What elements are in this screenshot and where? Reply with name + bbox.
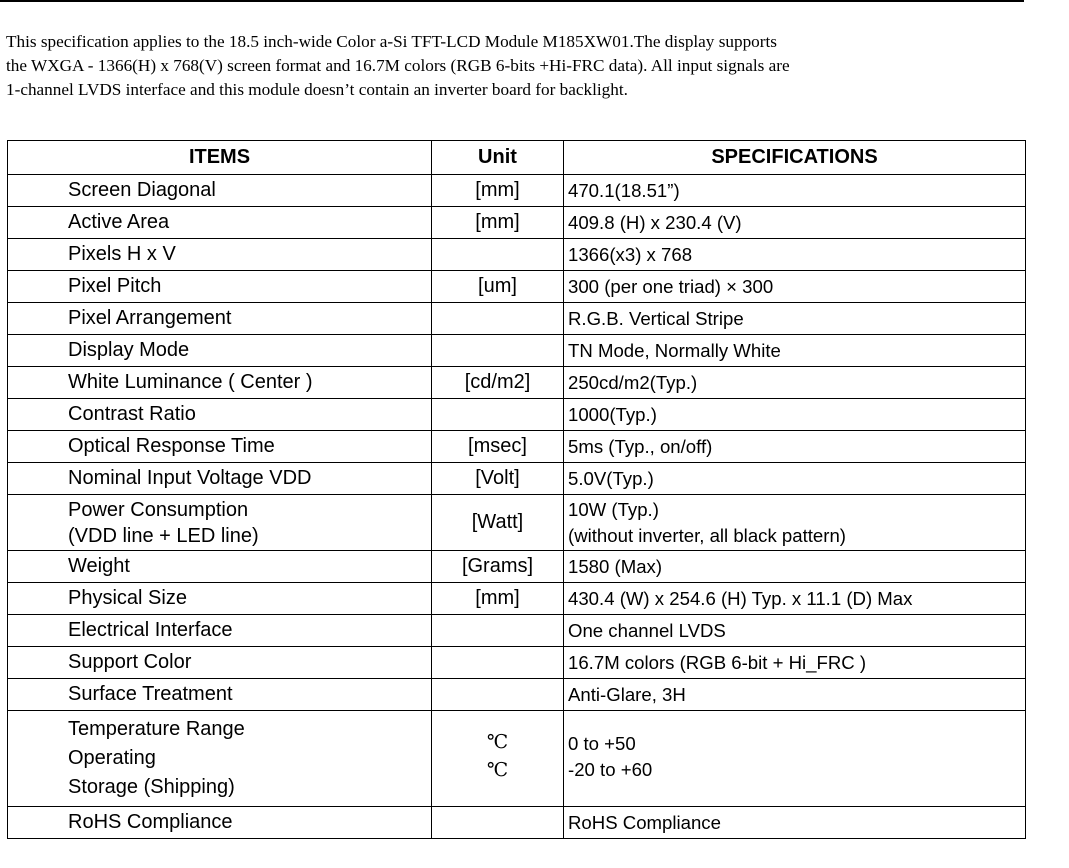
row-spec: 1580 (Max) (564, 551, 1026, 583)
table-row (8, 207, 1026, 239)
row-item: Pixel Pitch (8, 271, 432, 303)
table-row-temperature (8, 711, 1026, 807)
row-item: RoHS Compliance (8, 807, 432, 839)
row-spec: 1000(Typ.) (564, 399, 1026, 431)
row-unit: [msec] (432, 431, 564, 463)
intro-paragraph (6, 30, 1066, 102)
row-spec: TN Mode, Normally White (564, 335, 1026, 367)
row-spec-line: -20 to +60 (568, 758, 653, 780)
row-spec: 300 (per one triad) × 300 (564, 271, 1026, 303)
row-unit (432, 335, 564, 367)
row-item: Nominal Input Voltage VDD (8, 463, 432, 495)
table-row (8, 463, 1026, 495)
row-item: Active Area (8, 207, 432, 239)
row-item-line: Power Consumption (68, 498, 249, 521)
row-item (8, 711, 432, 807)
row-item: Surface Treatment (8, 679, 432, 711)
row-unit (432, 807, 564, 839)
row-unit (432, 647, 564, 679)
row-item: Display Mode (8, 335, 432, 367)
row-spec-line: 0 to +50 (568, 732, 636, 754)
row-spec: R.G.B. Vertical Stripe (564, 303, 1026, 335)
table-row (8, 271, 1026, 303)
intro-line: This specification applies to the 18.5 inch-wide Color a-Si TFT-LCD Module M185XW01.The display supports (6, 32, 777, 51)
row-item-line: (VDD line + LED line) (68, 524, 259, 547)
table-row (8, 679, 1026, 711)
row-item: Contrast Ratio (8, 399, 432, 431)
row-spec: One channel LVDS (564, 615, 1026, 647)
table-row (8, 583, 1026, 615)
row-unit (432, 239, 564, 271)
row-item: Weight (8, 551, 432, 583)
row-spec: 430.4 (W) x 254.6 (H) Typ. x 11.1 (D) Max (564, 583, 1026, 615)
table-row (8, 335, 1026, 367)
table-row (8, 807, 1026, 839)
intro-line: 1-channel LVDS interface and this module doesn’t contain an inverter board for backlight. (6, 80, 628, 99)
top-rule (0, 0, 1024, 2)
row-item-line: Operating (68, 747, 156, 769)
row-item-line: Temperature Range (68, 718, 245, 740)
row-item (8, 495, 432, 551)
row-spec: 470.1(18.51”) (564, 175, 1026, 207)
row-spec: 409.8 (H) x 230.4 (V) (564, 207, 1026, 239)
row-item: Pixel Arrangement (8, 303, 432, 335)
table-row-power (8, 495, 1026, 551)
row-unit-line: ℃ (486, 760, 509, 781)
row-spec: RoHS Compliance (564, 807, 1026, 839)
header-items: ITEMS (8, 141, 432, 175)
row-unit: [mm] (432, 207, 564, 239)
row-spec: Anti-Glare, 3H (564, 679, 1026, 711)
row-spec: 5.0V(Typ.) (564, 463, 1026, 495)
row-item: Screen Diagonal (8, 175, 432, 207)
row-unit: [Volt] (432, 463, 564, 495)
row-unit-line: ℃ (486, 732, 509, 753)
table-header-row (8, 141, 1026, 175)
row-unit: [mm] (432, 583, 564, 615)
row-unit: [cd/m2] (432, 367, 564, 399)
header-specifications: SPECIFICATIONS (564, 141, 1026, 175)
row-spec: 1366(x3) x 768 (564, 239, 1026, 271)
row-unit: [Watt] (432, 495, 564, 551)
table-row (8, 239, 1026, 271)
row-item: Optical Response Time (8, 431, 432, 463)
table-row (8, 551, 1026, 583)
row-unit (432, 399, 564, 431)
row-item: Support Color (8, 647, 432, 679)
row-unit: [um] (432, 271, 564, 303)
row-spec (564, 495, 1026, 551)
row-item-line: Storage (Shipping) (68, 776, 235, 798)
row-unit (432, 303, 564, 335)
header-unit: Unit (432, 141, 564, 175)
row-unit: [Grams] (432, 551, 564, 583)
row-unit: [mm] (432, 175, 564, 207)
row-spec-line: 10W (Typ.) (568, 498, 659, 520)
row-unit (432, 679, 564, 711)
table-row (8, 399, 1026, 431)
table-row (8, 615, 1026, 647)
row-spec (564, 711, 1026, 807)
row-item: White Luminance ( Center ) (8, 367, 432, 399)
row-unit (432, 711, 564, 807)
row-spec-line: (without inverter, all black pattern) (568, 524, 846, 546)
row-spec: 250cd/m2(Typ.) (564, 367, 1026, 399)
table-row (8, 431, 1026, 463)
row-item: Electrical Interface (8, 615, 432, 647)
table-row (8, 647, 1026, 679)
row-spec: 16.7M colors (RGB 6-bit + Hi_FRC ) (564, 647, 1026, 679)
row-spec: 5ms (Typ., on/off) (564, 431, 1026, 463)
table-row (8, 175, 1026, 207)
intro-line: the WXGA - 1366(H) x 768(V) screen format and 16.7M colors (RGB 6-bits +Hi-FRC data). All input signals are (6, 56, 790, 75)
spec-table (7, 140, 1026, 839)
table-row (8, 367, 1026, 399)
row-item: Pixels H x V (8, 239, 432, 271)
row-item: Physical Size (8, 583, 432, 615)
table-row (8, 303, 1026, 335)
row-unit (432, 615, 564, 647)
